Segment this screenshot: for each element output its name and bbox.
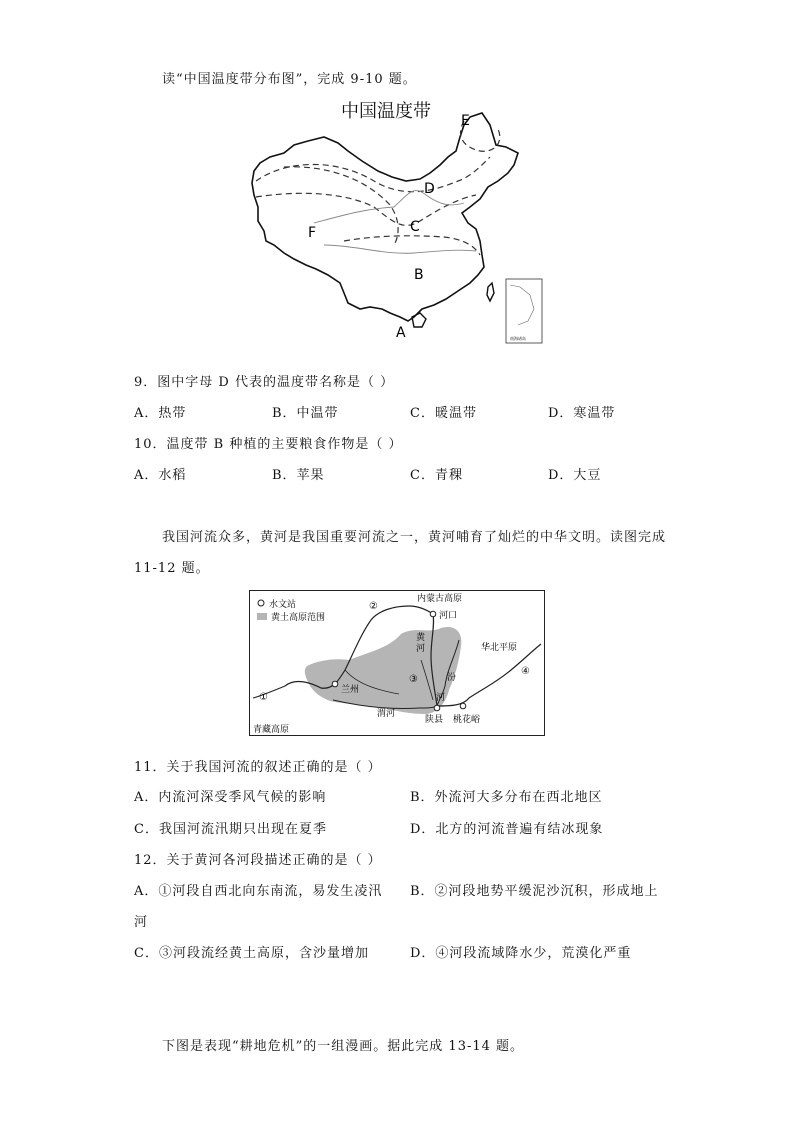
legend-plateau-label: 黄土高原范围 [271,613,326,623]
q12-option-a[interactable]: A．①河段自西北向东南流，易发生凌汛 [134,884,383,899]
label-north-china-plain: 华北平原 [481,643,518,653]
q11-option-b[interactable]: B．外流河大多分布在西北地区 [410,790,603,805]
mark-3: ③ [409,674,418,685]
station-shanxian [434,705,440,711]
belt-line-b [344,236,480,255]
intro-9-10: 读“中国温度带分布图”，完成 9-10 题。 [162,72,417,87]
question-12-stem: 12．关于黄河各河段描述正确的是（ ） [134,853,382,868]
label-he: 河 [436,693,446,703]
belt-line-f [284,167,398,245]
belt-line-c [256,193,476,225]
map1-label-f: F [308,225,317,241]
mark-2: ② [369,601,378,612]
legend-station-label: 水文站 [269,600,297,610]
q10-option-c[interactable]: C．青稞 [410,468,463,483]
q10-option-b[interactable]: B．苹果 [272,468,325,483]
q11-option-a[interactable]: A．内流河深受季风气候的影响 [134,790,327,805]
q9-option-a[interactable]: A．热带 [134,406,187,421]
intro-13-14: 下图是表现“耕地危机”的一组漫画。据此完成 13-14 题。 [162,1039,525,1054]
map1-label-b: B [414,267,424,283]
label-weihe: 渭河 [377,709,396,719]
station-hekou [430,611,436,617]
label-inner-mongolia: 内蒙古高原 [417,594,463,604]
river-yangtze [324,245,476,253]
q12-option-d[interactable]: D．④河段流域降水少，荒漠化严重 [410,946,632,961]
label-he-yellow: 河 [416,644,426,654]
intro-11-12-line2: 11-12 题。 [134,561,210,576]
station-lanzhou [332,681,338,687]
question-9-stem: 9．图中字母 D 代表的温度带名称是（ ） [134,375,395,390]
q12-option-b-continued: 河 [134,915,149,930]
station-taohuayu [460,703,466,709]
hainan-island [412,313,426,327]
label-huang: 黄 [416,633,426,643]
legend-station-icon [258,600,264,606]
label-hekou: 河口 [439,611,458,621]
q11-option-c[interactable]: C．我国河流汛期只出现在夏季 [134,822,327,837]
label-fen: 汾 [447,673,457,683]
question-10-stem: 10．温度带 B 种植的主要粮食作物是（ ） [134,437,403,452]
mark-4: ④ [521,666,530,677]
china-temperature-zone-map [244,95,554,345]
map1-label-c: C [410,219,420,235]
label-taohuayu: 桃花峪 [453,715,481,725]
q12-option-b[interactable]: B．②河段地势平缓泥沙沉积，形成地上 [410,884,659,899]
label-lanzhou: 兰州 [341,685,360,695]
q10-option-a[interactable]: A．水稻 [134,468,187,483]
china-outline [252,113,518,321]
taiwan-island [487,283,494,301]
q9-option-c[interactable]: C．暖温带 [410,406,477,421]
label-qinghai-tibet: 青藏高原 [253,725,290,735]
q10-option-d[interactable]: D．大豆 [548,468,602,483]
map1-title: 中国温度带 [341,101,431,122]
mark-1: ① [259,692,268,703]
map1-label-e: E [461,113,470,129]
yellow-river-map [249,590,545,736]
label-shanxian: 陕县 [425,715,444,725]
south-sea-inset [506,279,542,343]
q9-option-d[interactable]: D．寒温带 [548,406,616,421]
map1-label-d: D [424,181,435,197]
q9-option-b[interactable]: B．中温带 [272,406,339,421]
question-11-stem: 11．关于我国河流的叙述正确的是（ ） [134,760,382,775]
inset-label: 南海诸岛 [510,336,526,341]
intro-11-12-line1: 我国河流众多，黄河是我国重要河流之一，黄河哺育了灿烂的中华文明。读图完成 [162,530,667,545]
q11-option-d[interactable]: D．北方的河流普遍有结冰现象 [410,822,604,837]
belt-line-d [256,157,490,192]
legend-plateau-swatch [257,613,267,620]
map1-label-a: A [396,325,406,341]
q12-option-c[interactable]: C．③河段流经黄土高原，含沙量增加 [134,946,369,961]
